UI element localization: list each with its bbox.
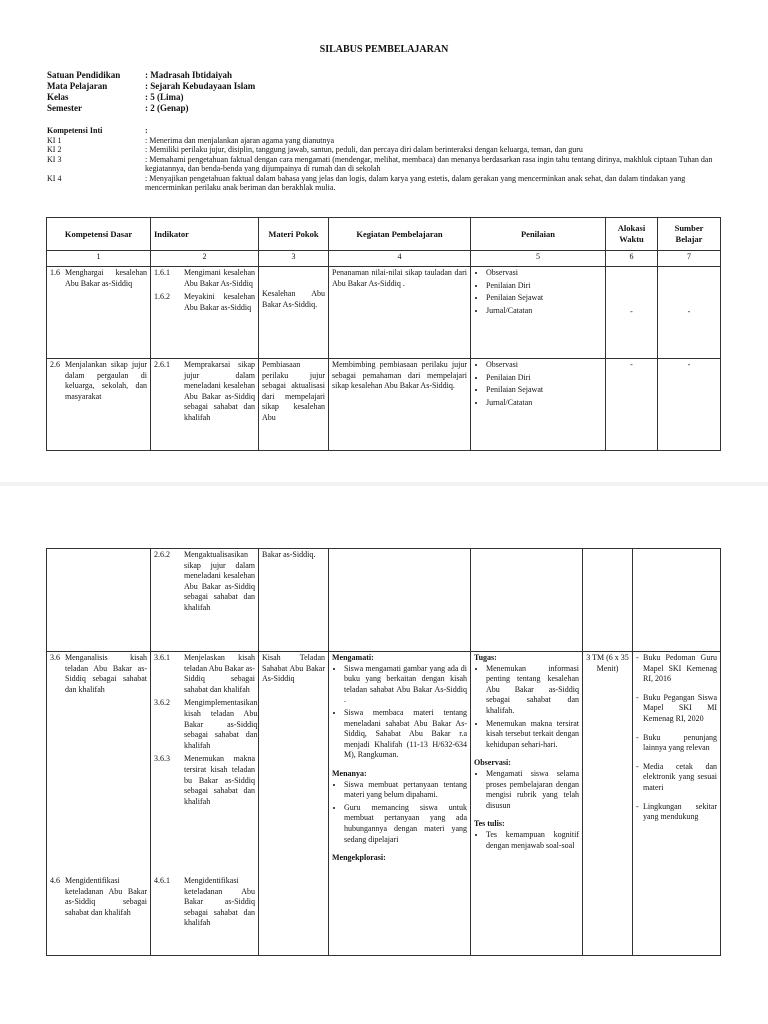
indikator-text: Mengimani kesalehan Abu Bakar As-Siddiq	[184, 268, 255, 288]
materi-cell	[259, 267, 329, 359]
table-row	[47, 652, 721, 956]
sumber-item: Media cetak dan elektronik yang sesuai materi	[643, 761, 717, 792]
indikator-code: 3.6.1	[154, 653, 170, 662]
penilaian-item: • Observasi	[486, 360, 602, 371]
penilaian-item: • Penilaian Sejawat	[486, 385, 602, 396]
kegiatan-cell	[329, 267, 471, 359]
indikator-cell	[151, 359, 259, 451]
kegiatan-cell	[329, 652, 471, 956]
kegiatan-item: • Siswa mengamati gambar yang ada di buku yang berkaitan dengan kisah teladan sahabat Abu Bakar As-Siddiq .	[344, 664, 467, 706]
syllabus-table	[46, 217, 721, 451]
penilaian-item: • Jurnal/Catatan	[486, 398, 602, 409]
page-1	[0, 0, 768, 482]
indikator-code: 1.6.2	[154, 292, 170, 302]
penilaian-item: • Penilaian Sejawat	[486, 293, 602, 304]
kegiatan-item: • Siswa membuat pertanyaan tentang materi yang belum dipahami.	[344, 780, 467, 801]
penilaian-cell	[471, 267, 606, 359]
sumber-cell	[658, 359, 721, 451]
kegiatan-item: • Guru memancing siswa untuk membuat pertanyaan yang ada hubungannya dengan materi yang sedang dipelajari	[344, 803, 467, 845]
penilaian-cell	[471, 549, 583, 652]
indikator-code: 3.6.2	[154, 698, 170, 708]
materi-text: Pembiasaan perilaku jujur sebagai aktualisasi dari mempelajari sikap kesalehan Abu	[262, 360, 325, 422]
penilaian-item: • Menemukan makna tersirat kisah tersebut terkait dengan kehidupan sehari-hari.	[486, 719, 579, 751]
column-number: 2	[151, 251, 259, 267]
sumber-text: -	[687, 360, 691, 369]
kd-text: Mengidentifikasi keteladanan Abu Bakar as-Siddiq sebagai sahabat dan khalifah	[65, 876, 147, 917]
penilaian-item: • Observasi	[486, 268, 602, 279]
alokasi-text: -	[630, 360, 633, 369]
identity-value: : 5 (Lima)	[145, 92, 184, 102]
identity-block	[47, 70, 255, 114]
materi-cell	[259, 359, 329, 451]
sumber-cell: - Buku Pedoman Guru Mapel SKI Kemenag RI, 2016 - Buku Pegangan Siswa Mapel SKI MI Kemenag RI, 2020 - Buku penunjang lainnya yang relevan - Media cetak dan elektronik yang sesuai materi - Lingkungan sekitar yang mendukung	[633, 652, 721, 956]
identity-value: : Sejarah Kebudayaan Islam	[145, 81, 256, 91]
indikator-code: 2.6.1	[154, 360, 170, 369]
kegiatan-text: Penanaman nilai-nilai sikap tauladan dari Abu Bakar As-Siddiq .	[332, 268, 467, 288]
indikator-code: 3.6.3	[154, 754, 170, 764]
kd-cell	[47, 549, 151, 652]
section-title-mengeksplorasi: Mengekplorasi:	[332, 853, 386, 863]
indikator-text: Menemukan makna tersirat kisah teladan bu Bakar as-Siddiq sebagai sahabat dan khalifah	[184, 754, 255, 806]
identity-value: : 2 (Genap)	[145, 103, 189, 113]
indikator-code: 4.6.1	[154, 876, 170, 885]
kd-item	[50, 876, 147, 918]
identity-label: Semester	[47, 103, 82, 113]
table-row	[47, 267, 721, 359]
column-header: Kegiatan Pembelajaran	[329, 218, 471, 251]
document-title: SILABUS PEMBELAJARAN	[319, 44, 449, 55]
ki-text: : Memahami pengetahuan faktual dengan cara mengamati (mendengar, melihat, membaca) dan menanya berdasarkan rasa ingin tahu tentang dirinya, makhluk ciptaan Tuhan dan kegiatannya, dan benda-benda yang dijumpainya di rumah dan di sekolah	[145, 154, 713, 173]
kd-cell	[47, 652, 151, 956]
section-title-tes-tulis: Tes tulis:	[474, 819, 505, 829]
column-number: 6	[606, 251, 658, 267]
ki-label: KI 2	[47, 145, 62, 154]
column-header: Kompetensi Dasar	[47, 218, 151, 251]
indikator-text: Mengimplementasikan kisah teladan Abu Bakar as-Siddiq sebagai sahabat dan khalifah	[184, 698, 258, 750]
penilaian-item: • Mengamati siswa selama proses pembelajaran dengan mengisi rubrik yang telah disusun	[486, 769, 579, 811]
kd-cell	[47, 359, 151, 451]
column-header: Alokasi Waktu	[606, 218, 658, 251]
table-row	[47, 549, 721, 652]
penilaian-cell	[471, 359, 606, 451]
kd-code: 4.6	[50, 876, 60, 885]
ki-label: KI 1	[47, 135, 62, 145]
ki-row	[47, 174, 717, 193]
indikator-text: Memprakarsai sikap jujur dalam meneladani kesalehan Abu Bakar as-Siddiq sebagai sahabat dan khalifah	[184, 360, 255, 422]
column-header: Sumber Belajar	[658, 218, 721, 251]
ki-label: KI 4	[47, 173, 62, 183]
table-row	[47, 359, 721, 451]
column-header: Materi Pokok	[259, 218, 329, 251]
identity-row	[47, 103, 255, 114]
indikator-code: 2.6.2	[154, 550, 170, 559]
table-header-row	[47, 218, 721, 251]
materi-cell	[259, 652, 329, 956]
identity-row	[47, 92, 255, 103]
column-number: 1	[47, 251, 151, 267]
identity-label: Satuan Pendidikan	[47, 70, 121, 80]
alokasi-text: -	[630, 307, 633, 317]
indikator-cell	[151, 267, 259, 359]
section-title-tugas: Tugas:	[474, 653, 497, 662]
section-title-menanya: Menanya:	[332, 768, 367, 778]
ki-text: : Menyajikan pengetahuan faktual dalam bahasa yang jelas dan logis, dalam karya yang estetis, dalam gerakan yang mencerminkan anak sehat, dan dalam tindakan yang mencerminkan perilaku anak beriman dan berakhlak mulia.	[145, 173, 686, 192]
indikator-cell	[151, 549, 259, 652]
ki-row	[47, 136, 717, 146]
column-number: 7	[658, 251, 721, 267]
column-header: Indikator	[151, 218, 259, 251]
column-number: 4	[329, 251, 471, 267]
kd-item	[50, 653, 147, 695]
materi-cell	[259, 549, 329, 652]
section-title-observasi: Observasi:	[474, 758, 511, 768]
kd-code: 2.6	[50, 360, 60, 369]
alokasi-cell	[583, 549, 633, 652]
syllabus-table-continued	[46, 548, 721, 956]
ki-text: : Menerima dan menjalankan ajaran agama yang dianutnya	[145, 135, 335, 145]
indikator-code: 1.6.1	[154, 268, 170, 277]
column-number: 3	[259, 251, 329, 267]
kd-code: 1.6	[50, 268, 60, 277]
alokasi-text: 3 TM (6 x 35 Menit)	[586, 653, 629, 673]
kd-text: Menjalankan sikap jujur dalam pergaulan di keluarga, sekolah, dan masyarakat	[65, 360, 147, 401]
alokasi-cell	[606, 359, 658, 451]
page-2	[0, 486, 768, 1024]
ki-row	[47, 155, 717, 174]
kompetensi-inti-block	[47, 126, 717, 193]
alokasi-cell	[606, 267, 658, 359]
alokasi-cell	[583, 652, 633, 956]
ki-row	[47, 145, 717, 155]
materi-text: Bakar as-Siddiq.	[262, 550, 316, 559]
penilaian-item: • Jurnal/Catatan	[486, 306, 602, 317]
penilaian-item: • Tes kemampuan kognitif dengan menjawab soal-soal	[486, 830, 579, 851]
penilaian-item: • Penilaian Diri	[486, 281, 602, 292]
sumber-cell	[633, 549, 721, 652]
identity-row	[47, 81, 255, 92]
penilaian-cell	[471, 652, 583, 956]
sumber-item: Buku Pedoman Guru Mapel SKI Kemenag RI, 2016	[643, 653, 717, 684]
identity-label: Kelas	[47, 92, 69, 102]
ki-text: : Memiliki perilaku jujur, disiplin, tanggung jawab, santun, peduli, dan percaya diri dalam berinteraksi dengan keluarga, teman, dan guru	[145, 145, 583, 154]
penilaian-item: • Menemukan informasi penting tentang kesalehan Abu Bakar as-Siddiq sebagai sahabat dan khalifah.	[486, 664, 579, 717]
kd-cell	[47, 267, 151, 359]
materi-text: Kisah Teladan Sahabat Abu Bakar As-Siddiq	[262, 653, 325, 684]
ki-heading-colon: :	[145, 126, 148, 135]
ki-heading-label: Kompetensi Inti	[47, 126, 103, 135]
kegiatan-item: • Siswa membaca materi tentang meneladani sahabat Abu Bakar As-Siddiq, Sahabat Abu Bakar r.a menjadi Khalifah (11-13 H/632-634 M), Rangkuman.	[344, 708, 467, 761]
indikator-cell	[151, 652, 259, 956]
indikator-text: Mengidentifikasi keteladanan Abu Bakar as-Siddiq sebagai sahabat dan khalifah	[184, 876, 255, 928]
kegiatan-cell	[329, 549, 471, 652]
sumber-item: Lingkungan sekitar yang mendukung	[643, 801, 717, 822]
column-header: Penilaian	[471, 218, 606, 251]
identity-value: : Madrasah Ibtidaiyah	[145, 70, 233, 80]
ki-heading	[47, 126, 717, 136]
identity-row	[47, 70, 255, 81]
section-title-mengamati: Mengamati:	[332, 653, 374, 662]
kd-text: Menganalisis kisah teladan Abu Bakar as- Siddiq sebagai sahabat dan khalifah	[65, 653, 147, 694]
kd-text: Menghargai kesalehan Abu Bakar as-Siddiq	[65, 268, 147, 288]
materi-text: Kesalehan Abu Bakar As-Siddiq.	[262, 289, 325, 309]
penilaian-item: • Penilaian Diri	[486, 373, 602, 384]
indikator-text: Meyakini kesalehan Abu Bakar as-Siddiq	[184, 292, 255, 312]
sumber-item: Buku penunjang lainnya yang relevan	[643, 732, 717, 753]
sumber-text: -	[687, 307, 691, 317]
indikator-text: Mengaktualisasikan sikap jujur dalam meneladani kesalehan Abu Bakar as-Siddiq sebagai sahabat dan khalifah	[184, 550, 255, 612]
kegiatan-text: Membimbing pembiasaan perilaku jujur sebagai pemahaman dari mempelajari sikap kesalehan Abu Bakar As-Siddiq.	[332, 360, 467, 391]
kd-code: 3.6	[50, 653, 60, 662]
ki-label: KI 3	[47, 154, 62, 164]
indikator-text: Menjelaskan kisah teladan Abu Bakar as-Siddiq sebagai sahabat dan khalifah	[184, 653, 255, 694]
column-number-row	[47, 251, 721, 267]
kegiatan-cell	[329, 359, 471, 451]
column-number: 5	[471, 251, 606, 267]
identity-label: Mata Pelajaran	[47, 81, 108, 91]
sumber-cell	[658, 267, 721, 359]
sumber-item: Buku Pegangan Siswa Mapel SKI MI Kemenag RI, 2020	[643, 692, 717, 723]
